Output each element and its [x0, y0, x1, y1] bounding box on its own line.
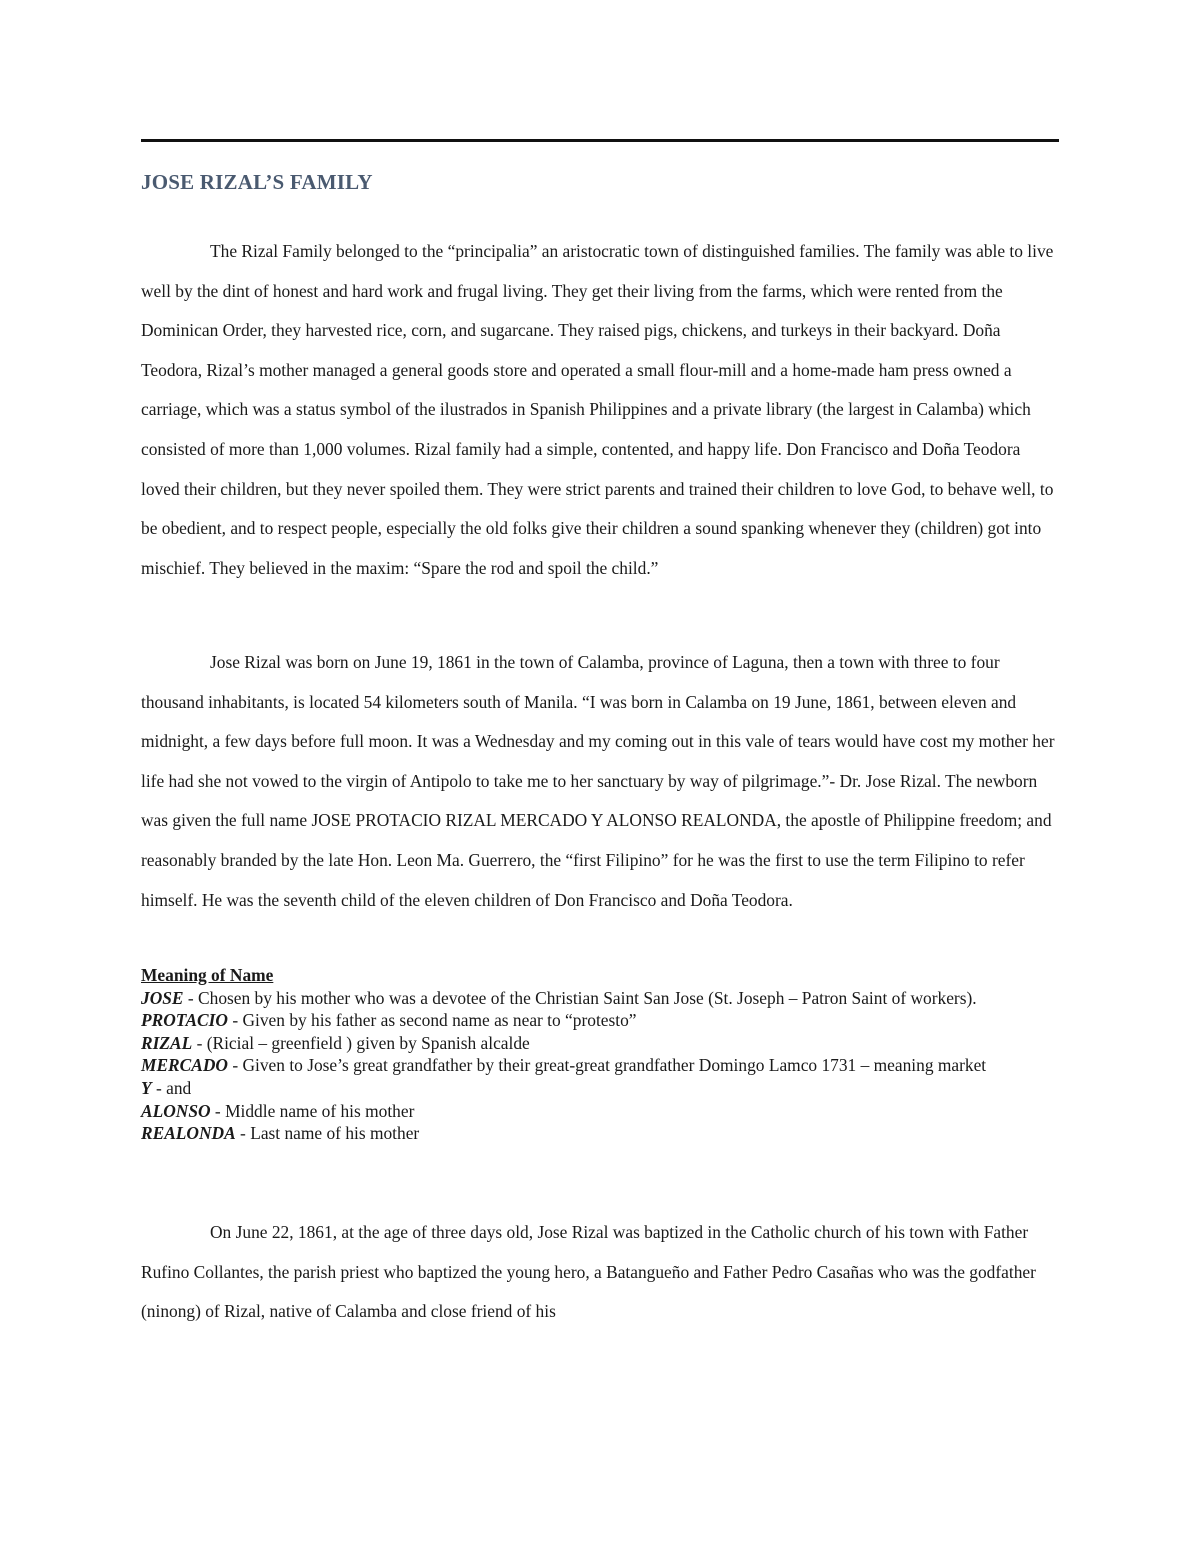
meaning-term: JOSE: [141, 987, 184, 1008]
meaning-text: - Chosen by his mother who was a devotee of the Christian Saint San Jose (St. Joseph – Patron Saint of workers).: [183, 987, 977, 1008]
meaning-item-mercado: [141, 1054, 1059, 1077]
meaning-item-y: [141, 1077, 1059, 1100]
meaning-term: RIZAL: [141, 1032, 193, 1053]
meaning-text: - Given by his father as second name as near to “protesto”: [227, 1010, 637, 1031]
meaning-item-realonda: [141, 1122, 1059, 1145]
top-horizontal-rule: [141, 139, 1059, 142]
meaning-term: Y: [141, 1077, 152, 1098]
meaning-text: - Last name of his mother: [235, 1123, 420, 1144]
meaning-term: REALONDA: [141, 1123, 236, 1144]
paragraph-family-background: The Rizal Family belonged to the “principalia” an aristocratic town of distinguished families. The family was able to live well by the dint of honest and hard work and frugal living. They get their living from the farms, which were rented from the Dominican Order, they harvested rice, corn, and sugarcane. They raised pigs, chickens, and turkeys in their backyard. Doña Teodora, Rizal’s mother managed a general goods store and operated a small flour-mill and a home-made ham press owned a carriage, which was a status symbol of the ilustrados in Spanish Philippines and a private library (the largest in Calamba) which consisted of more than 1,000 volumes. Rizal family had a simple, contented, and happy life. Don Francisco and Doña Teodora loved their children, but they never spoiled them. They were strict parents and trained their children to love God, to behave well, to be obedient, and to respect people, especially the old folks give their children a sound spanking whenever they (children) got into mischief. They believed in the maxim: “Spare the rod and spoil the child.”: [141, 241, 1054, 578]
meaning-of-name-title: Meaning of Name: [141, 965, 274, 985]
document-page: [141, 0, 1059, 1553]
meaning-term: MERCADO: [141, 1055, 228, 1076]
page-title: JOSE RIZAL’S FAMILY: [141, 170, 373, 194]
meaning-text: - Given to Jose’s great grandfather by their great-great grandfather Domingo Lamco 1731 – meaning market: [227, 1055, 987, 1076]
meaning-text: - Middle name of his mother: [210, 1100, 415, 1121]
paragraph-birth: Jose Rizal was born on June 19, 1861 in the town of Calamba, province of Laguna, then a town with three to four thousand inhabitants, is located 54 kilometers south of Manila. “I was born in Calamba on 19 June, 1861, between eleven and midnight, a few days before full moon. It was a Wednesday and my coming out in this vale of tears would have cost my mother her life had she not vowed to the virgin of Antipolo to take me to her sanctuary by way of pilgrimage.”- Dr. Jose Rizal. The newborn was given the full name JOSE PROTACIO RIZAL MERCADO Y ALONSO REALONDA, the apostle of Philippine freedom; and reasonably branded by the late Hon. Leon Ma. Guerrero, the “first Filipino” for he was the first to use the term Filipino to refer himself. He was the seventh child of the eleven children of Don Francisco and Doña Teodora.: [141, 652, 1055, 910]
meaning-term: PROTACIO: [141, 1010, 228, 1031]
meaning-item-rizal: [141, 1032, 1059, 1055]
meaning-text: - (Ricial – greenfield ) given by Spanish alcalde: [192, 1032, 530, 1053]
meaning-of-name-section: [141, 964, 1059, 1145]
meaning-item-jose: [141, 987, 1059, 1010]
meaning-term: ALONSO: [141, 1100, 211, 1121]
meaning-item-protacio: [141, 1009, 1059, 1032]
meaning-text: - and: [151, 1077, 192, 1098]
paragraph-baptism: On June 22, 1861, at the age of three days old, Jose Rizal was baptized in the Catholic church of his town with Father Rufino Collantes, the parish priest who baptized the young hero, a Batangueño and Father Pedro Casañas who was the godfather (ninong) of Rizal, native of Calamba and close friend of his: [141, 1222, 1036, 1322]
meaning-item-alonso: [141, 1100, 1059, 1123]
